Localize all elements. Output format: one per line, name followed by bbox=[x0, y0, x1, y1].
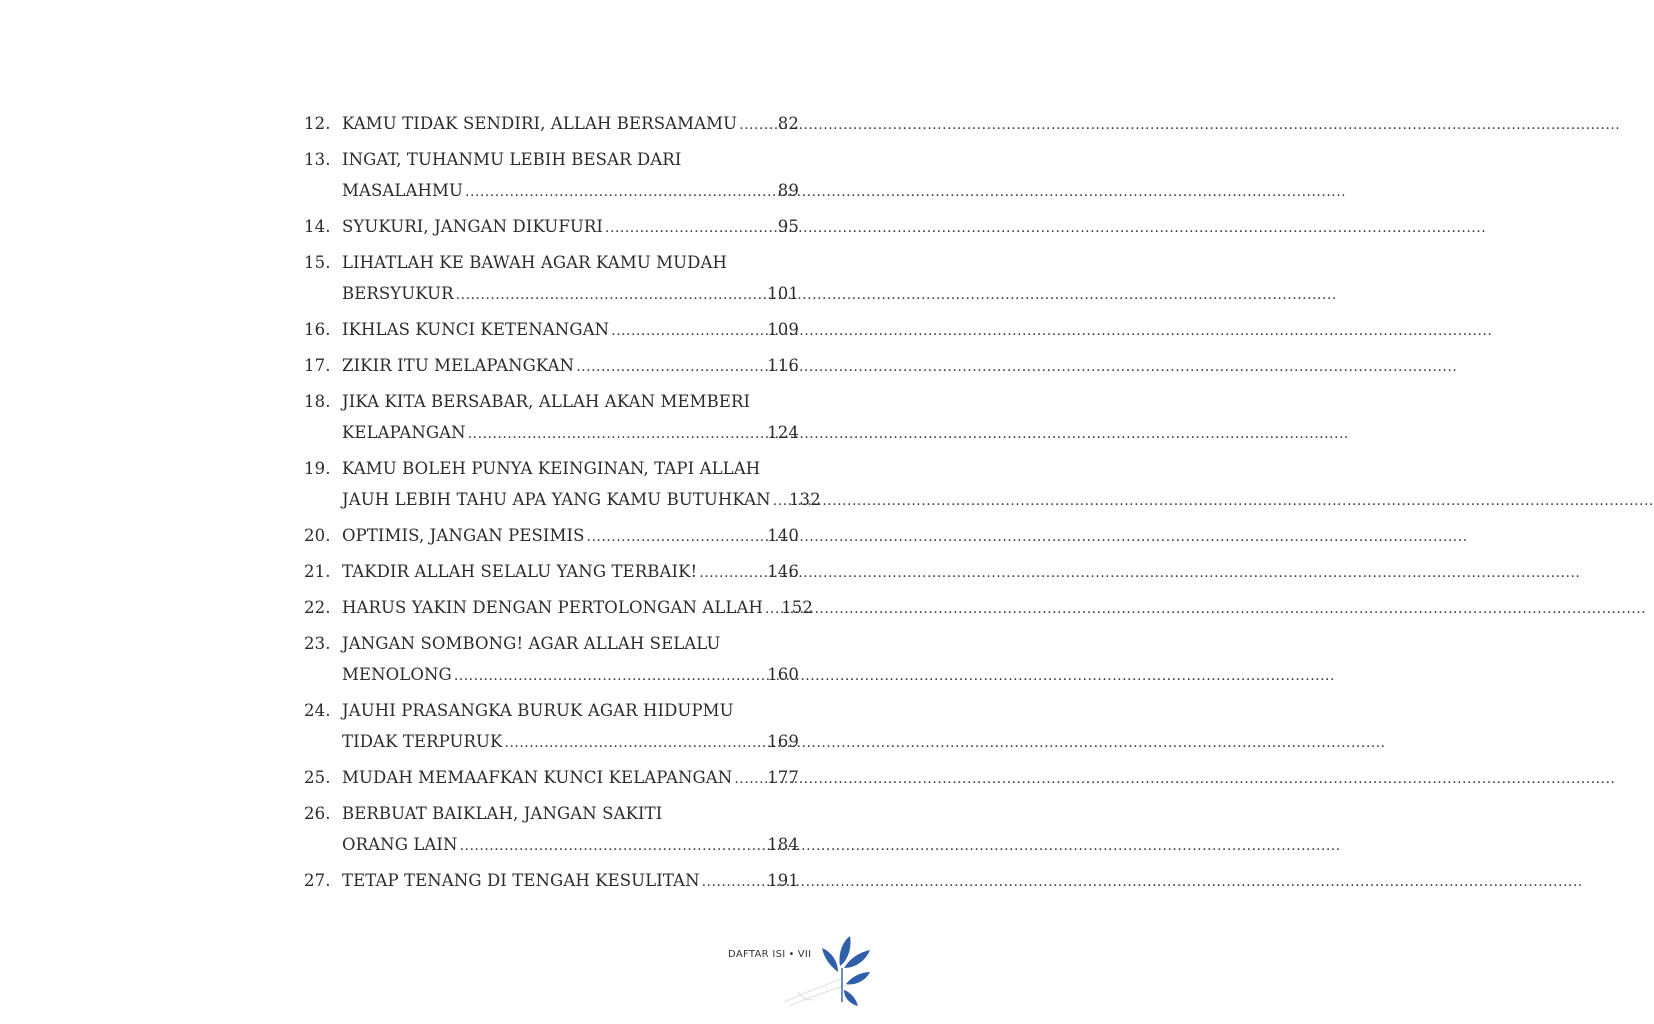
toc-entry-number: 25. bbox=[304, 768, 331, 787]
toc-entry bbox=[304, 386, 799, 448]
toc-entry-title: JAUH LEBIH TAHU APA YANG KAMU BUTUHKAN bbox=[342, 490, 771, 509]
toc-line bbox=[304, 144, 799, 175]
toc-entry bbox=[304, 350, 799, 381]
toc-entry bbox=[304, 592, 813, 623]
toc-page-number: 184 bbox=[767, 835, 799, 854]
toc-leader-dots bbox=[460, 831, 759, 862]
toc-entry-title: TAKDIR ALLAH SELALU YANG TERBAIK! bbox=[342, 562, 698, 581]
toc-entry-title: HARUS YAKIN DENGAN PERTOLONGAN ALLAH bbox=[342, 598, 763, 617]
toc-line bbox=[304, 592, 813, 623]
toc-line bbox=[304, 417, 799, 448]
toc-line bbox=[304, 762, 799, 793]
toc-entry-title: BERSYUKUR bbox=[342, 284, 454, 303]
toc-line bbox=[304, 829, 799, 860]
toc-line bbox=[304, 386, 799, 417]
toc-page-number: 140 bbox=[767, 526, 799, 545]
toc-entry-number: 21. bbox=[304, 562, 331, 581]
toc-page-number: 124 bbox=[767, 423, 799, 442]
toc-entry bbox=[304, 453, 821, 515]
toc-entry-number: 14. bbox=[304, 217, 331, 236]
toc-line bbox=[304, 865, 799, 896]
toc-entry-title: IKHLAS KUNCI KETENANGAN bbox=[342, 320, 610, 339]
toc-leader-dots bbox=[605, 213, 759, 244]
toc-entry-number: 19. bbox=[304, 459, 331, 478]
toc-line bbox=[304, 211, 799, 242]
toc-entry-title: OPTIMIS, JANGAN PESIMIS bbox=[342, 526, 585, 545]
toc-leader-dots bbox=[456, 280, 759, 311]
toc-entry-title: JAUHI PRASANGKA BURUK AGAR HIDUPMU bbox=[342, 701, 734, 720]
toc-entry-title: MUDAH MEMAAFKAN KUNCI KELAPANGAN bbox=[342, 768, 733, 787]
toc-page-number: 82 bbox=[777, 114, 799, 133]
toc-page-number: 101 bbox=[767, 284, 799, 303]
toc-entry-title: MENOLONG bbox=[342, 665, 452, 684]
toc-entry-title: INGAT, TUHANMU LEBIH BESAR DARI bbox=[342, 150, 682, 169]
toc-leader-dots bbox=[739, 110, 759, 141]
toc-page-number: 95 bbox=[777, 217, 799, 236]
toc-entry bbox=[304, 798, 799, 860]
toc-entry-title: MASALAHMU bbox=[342, 181, 463, 200]
toc-page-number: 132 bbox=[788, 490, 821, 509]
toc-page-number: 116 bbox=[767, 356, 799, 375]
toc-leader-dots bbox=[734, 764, 759, 795]
toc-leader-dots bbox=[702, 867, 759, 898]
toc-entry-title: BERBUAT BAIKLAH, JANGAN SAKITI bbox=[342, 804, 663, 823]
blue-leaves-icon bbox=[780, 928, 872, 1008]
footer-page-number: VII bbox=[797, 949, 812, 960]
toc-entry bbox=[304, 865, 799, 896]
toc-page-number: 169 bbox=[767, 732, 799, 751]
toc-entry bbox=[304, 247, 799, 309]
toc-page-number: 109 bbox=[767, 320, 799, 339]
toc-entry-title: JANGAN SOMBONG! AGAR ALLAH SELALU bbox=[342, 634, 721, 653]
toc-entry bbox=[304, 314, 799, 345]
toc-line bbox=[304, 556, 799, 587]
toc-entry bbox=[304, 108, 799, 139]
toc-page-number: 191 bbox=[767, 871, 799, 890]
toc-entry-title: ORANG LAIN bbox=[342, 835, 458, 854]
toc-leader-dots bbox=[765, 594, 773, 625]
toc-line bbox=[304, 350, 799, 381]
toc-entry bbox=[304, 144, 799, 206]
toc-entry-title: TETAP TENANG DI TENGAH KESULITAN bbox=[342, 871, 700, 890]
toc-entry bbox=[304, 695, 799, 757]
toc-entry-title: LIHATLAH KE BAWAH AGAR KAMU MUDAH bbox=[342, 253, 727, 272]
toc-entry bbox=[304, 211, 799, 242]
toc-page-number: 177 bbox=[767, 768, 799, 787]
toc-line bbox=[304, 278, 799, 309]
toc-page-number: 160 bbox=[767, 665, 799, 684]
toc-entry-number: 18. bbox=[304, 392, 331, 411]
toc-line bbox=[304, 175, 799, 206]
toc-entry-number: 22. bbox=[304, 598, 331, 617]
toc-leader-dots bbox=[773, 486, 781, 517]
footer-section-label: DAFTAR ISI bbox=[728, 949, 786, 960]
toc-entry-title: KAMU BOLEH PUNYA KEINGINAN, TAPI ALLAH bbox=[342, 459, 761, 478]
toc-entry-title: KAMU TIDAK SENDIRI, ALLAH BERSAMAMU bbox=[342, 114, 738, 133]
toc-entry bbox=[304, 628, 799, 690]
table-of-contents bbox=[304, 108, 821, 901]
toc-leader-dots bbox=[576, 352, 759, 383]
toc-entry-number: 13. bbox=[304, 150, 331, 169]
toc-entry-number: 15. bbox=[304, 253, 331, 272]
toc-entry-title: TIDAK TERPURUK bbox=[342, 732, 503, 751]
toc-page-number: 146 bbox=[767, 562, 799, 581]
toc-entry-number: 26. bbox=[304, 804, 331, 823]
toc-entry-number: 12. bbox=[304, 114, 331, 133]
toc-entry-title: JIKA KITA BERSABAR, ALLAH AKAN MEMBERI bbox=[342, 392, 751, 411]
toc-entry-number: 27. bbox=[304, 871, 331, 890]
toc-line bbox=[304, 628, 799, 659]
toc-line bbox=[304, 453, 799, 484]
toc-line bbox=[304, 247, 799, 278]
toc-page-number: 89 bbox=[777, 181, 799, 200]
toc-leader-dots bbox=[699, 558, 759, 589]
toc-line bbox=[304, 314, 799, 345]
toc-entry-number: 16. bbox=[304, 320, 331, 339]
toc-leader-dots bbox=[611, 316, 759, 347]
toc-line bbox=[304, 484, 821, 515]
toc-line bbox=[304, 726, 799, 757]
toc-leader-dots bbox=[587, 522, 759, 553]
toc-entry-number: 24. bbox=[304, 701, 331, 720]
toc-entry-title: KELAPANGAN bbox=[342, 423, 466, 442]
toc-entry-title: ZIKIR ITU MELAPANGKAN bbox=[342, 356, 575, 375]
toc-leader-dots bbox=[454, 661, 759, 692]
footer-separator: • bbox=[788, 949, 795, 960]
toc-leader-dots bbox=[465, 177, 759, 208]
toc-entry bbox=[304, 762, 799, 793]
toc-entry bbox=[304, 556, 799, 587]
toc-line bbox=[304, 659, 799, 690]
toc-line bbox=[304, 695, 799, 726]
toc-line bbox=[304, 798, 799, 829]
toc-entry-title: SYUKURI, JANGAN DIKUFURI bbox=[342, 217, 604, 236]
toc-line bbox=[304, 520, 799, 551]
toc-entry-number: 23. bbox=[304, 634, 331, 653]
toc-line bbox=[304, 108, 799, 139]
toc-entry bbox=[304, 520, 799, 551]
toc-entry-number: 17. bbox=[304, 356, 331, 375]
toc-entry-number: 20. bbox=[304, 526, 331, 545]
toc-page-number: 152 bbox=[781, 598, 813, 617]
toc-leader-dots bbox=[468, 419, 759, 450]
toc-leader-dots bbox=[505, 728, 760, 759]
